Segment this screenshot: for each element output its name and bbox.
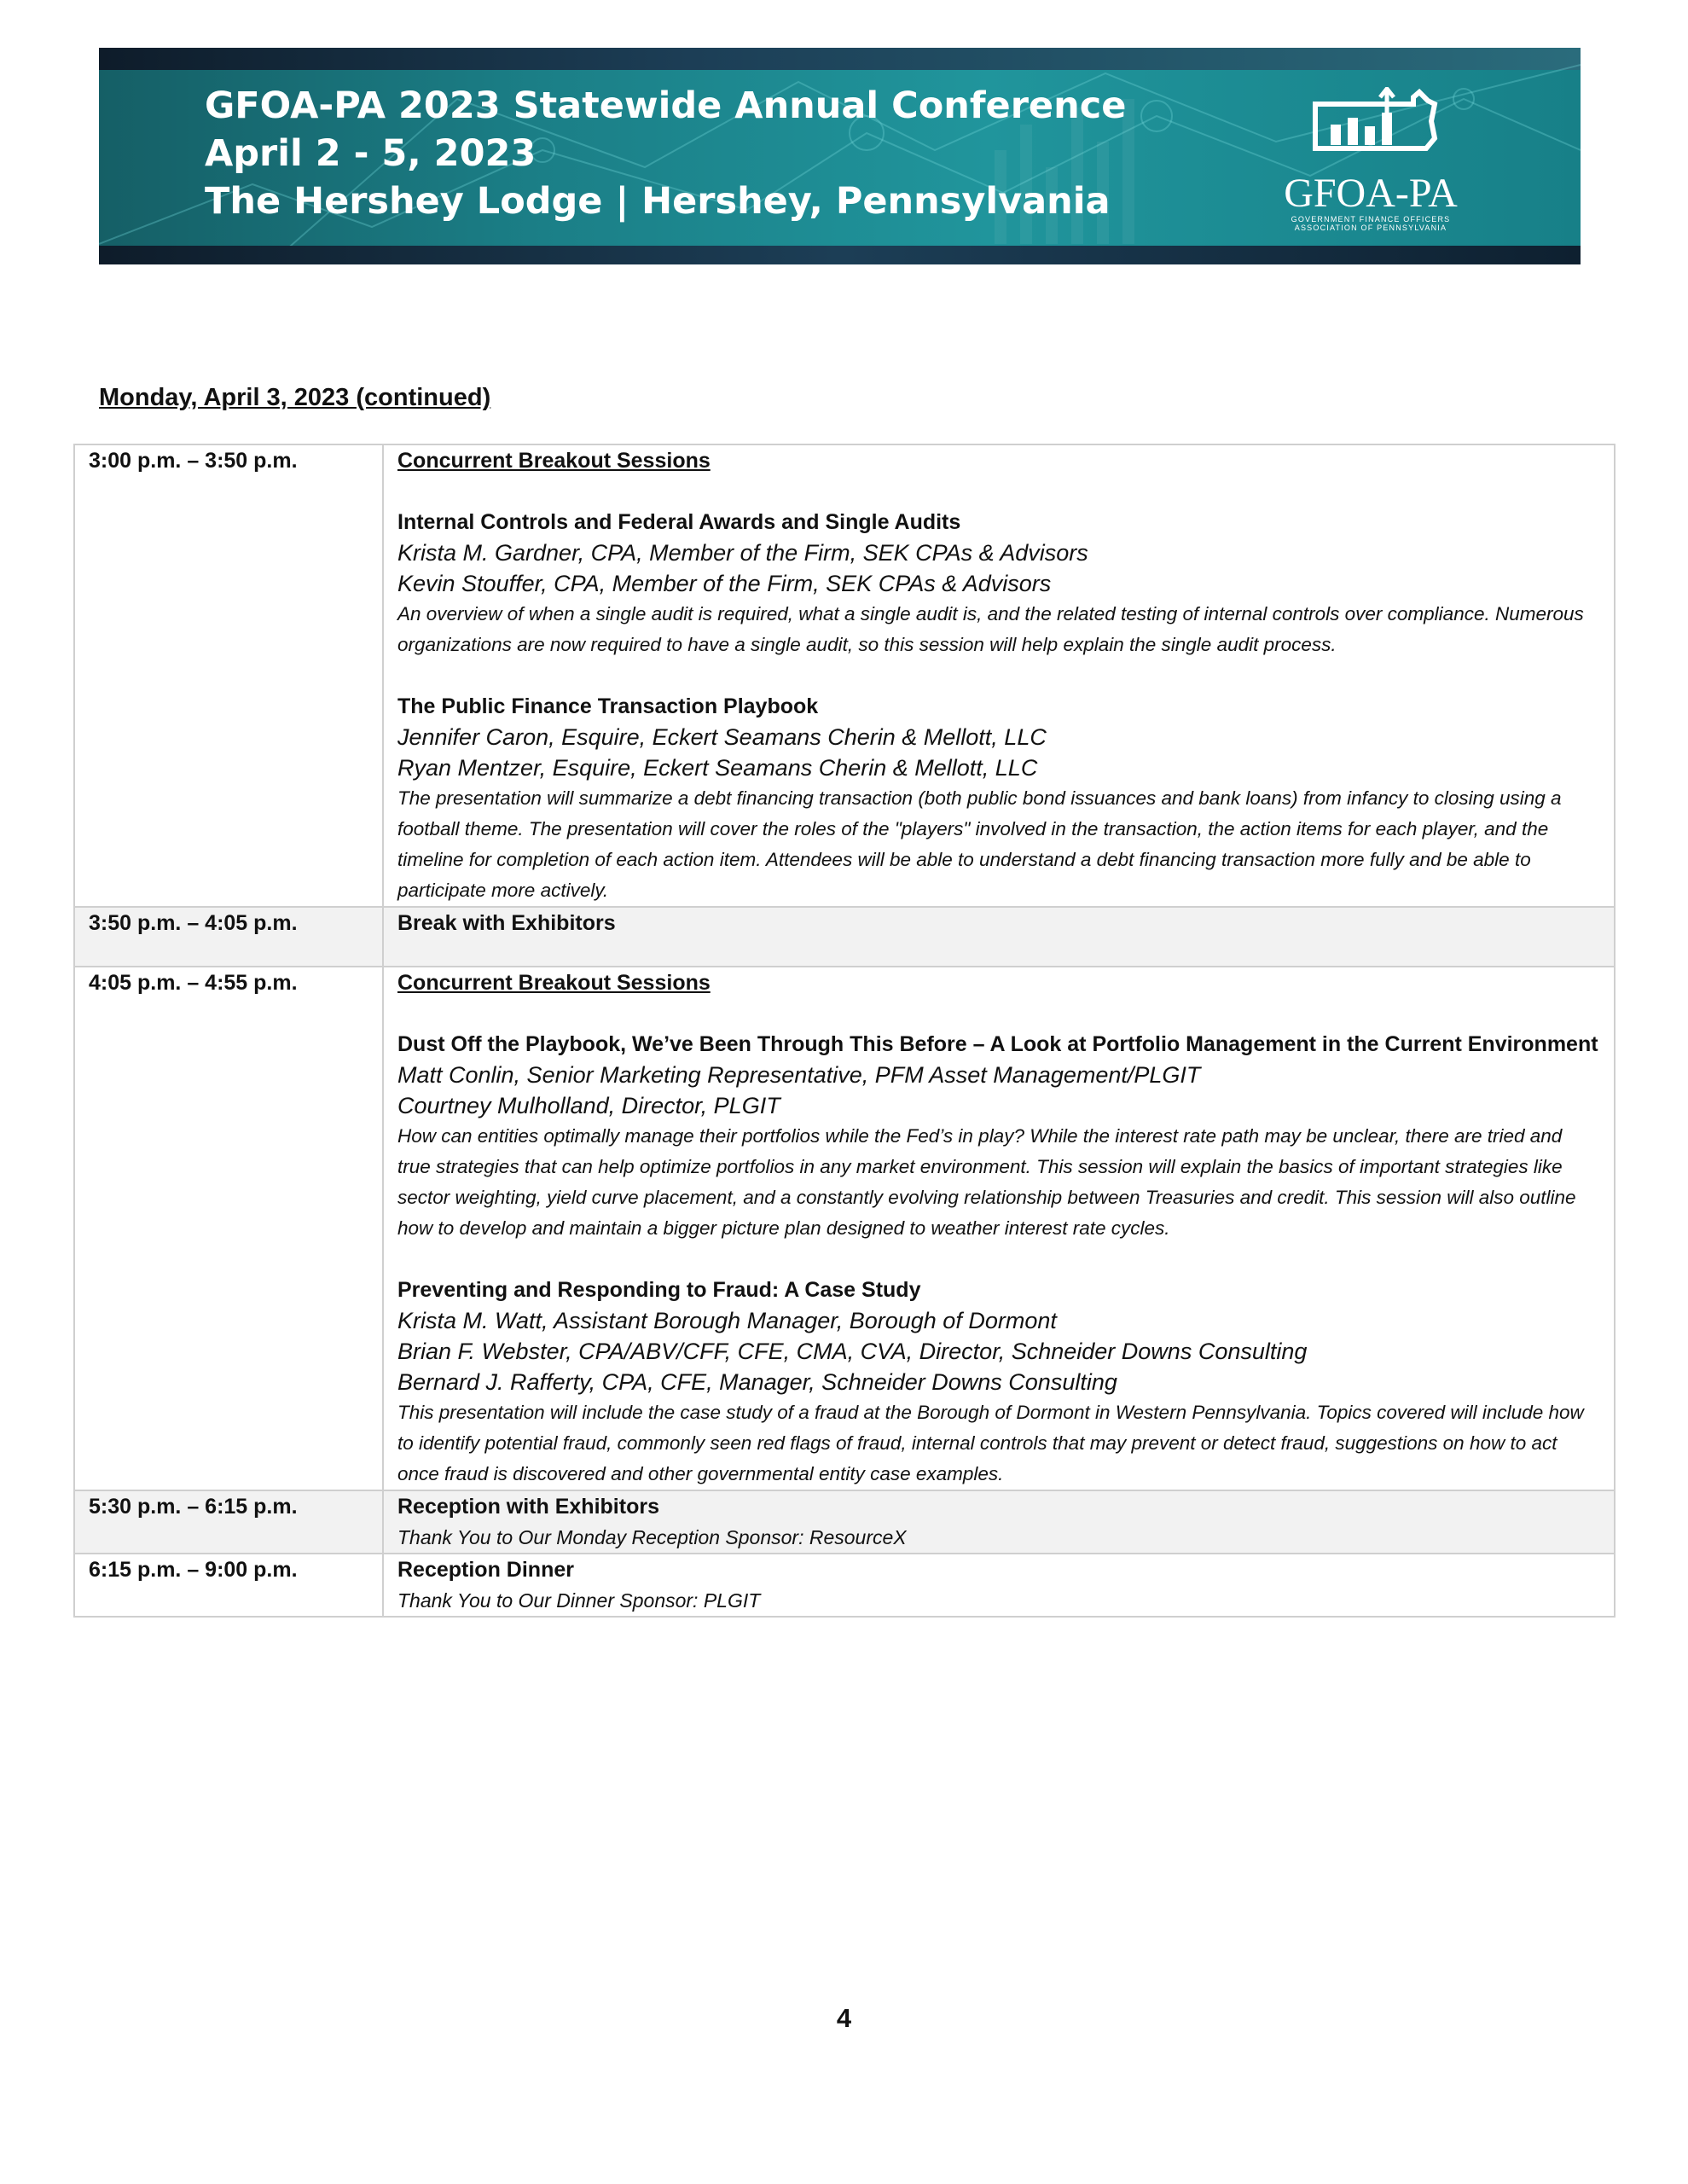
banner-title-line3: The Hershey Lodge | Hershey, Pennsylvania xyxy=(205,180,1111,223)
conference-banner xyxy=(99,48,1581,264)
session-description: An overview of when a single audit is required, what a single audit is, and the related testing of internal controls over compliance. Numerous organizations are now required to have a single audit, so this session will help explain the single audit process. xyxy=(397,603,1584,655)
session-description: How can entities optimally manage their portfolios while the Fed’s in play? While the interest rate path may be unclear, there are tried and true strategies that can help optimize portfolios in any market environment. This session will explain the basics of important strategies like sector weighting, yield curve placement, and a constantly evolving relationship between Treasuries and credit. This session will also outline how to develop and maintain a bigger picture plan designed to weather interest rate cycles. xyxy=(397,1125,1576,1239)
session-cell xyxy=(383,1490,1615,1554)
speaker: Ryan Mentzer, Esquire, Eckert Seamans Cherin & Mellott, LLC xyxy=(397,755,1038,781)
speaker: Bernard J. Rafferty, CPA, CFE, Manager, Schneider Downs Consulting xyxy=(397,1369,1117,1395)
pennsylvania-chart-icon xyxy=(1264,87,1477,172)
schedule-row xyxy=(74,444,1615,907)
sponsor-note: Thank You to Our Dinner Sponsor: PLGIT xyxy=(397,1589,761,1612)
session-title: The Public Finance Transaction Playbook xyxy=(397,694,819,718)
event-title: Reception with Exhibitors xyxy=(397,1495,659,1519)
banner-title xyxy=(205,82,1126,225)
speaker: Krista M. Gardner, CPA, Member of the Firm, SEK CPAs & Advisors xyxy=(397,540,1088,566)
time-cell: 5:30 p.m. – 6:15 p.m. xyxy=(74,1490,383,1554)
session-description: This presentation will include the case study of a fraud at the Borough of Dormont in Western Pennsylvania. Topics covered will include how to identify potential fraud, commonly seen red flags of fraud, internal controls that may prevent or detect fraud, suggestions on how to act once fraud is discovered and other governmental entity case examples. xyxy=(397,1402,1584,1484)
schedule-row xyxy=(74,907,1615,967)
session-title: Preventing and Responding to Fraud: A Case Study xyxy=(397,1278,921,1302)
schedule-table xyxy=(73,444,1615,1618)
speaker: Jennifer Caron, Esquire, Eckert Seamans Cherin & Mellott, LLC xyxy=(397,724,1047,750)
session-cell xyxy=(383,907,1615,967)
speaker: Kevin Stouffer, CPA, Member of the Firm, SEK CPAs & Advisors xyxy=(397,571,1052,596)
section-heading: Concurrent Breakout Sessions xyxy=(397,449,711,473)
logo-subtitle xyxy=(1264,215,1477,232)
speaker: Courtney Mulholland, Director, PLGIT xyxy=(397,1093,780,1118)
session-title: Internal Controls and Federal Awards and Single Audits xyxy=(397,510,961,534)
page-number: 4 xyxy=(836,2003,852,2033)
section-heading: Concurrent Breakout Sessions xyxy=(397,971,711,995)
speaker: Brian F. Webster, CPA/ABV/CFF, CFE, CMA, CVA, Director, Schneider Downs Consulting xyxy=(397,1339,1308,1364)
logo-wordmark: GFOA-PA xyxy=(1284,171,1458,216)
time-cell: 6:15 p.m. – 9:00 p.m. xyxy=(74,1554,383,1617)
event-title: Break with Exhibitors xyxy=(397,911,616,935)
schedule-row xyxy=(74,1554,1615,1617)
session-cell xyxy=(383,1554,1615,1617)
logo-subtitle-line1: GOVERNMENT FINANCE OFFICERS xyxy=(1291,215,1451,224)
day-heading: Monday, April 3, 2023 (continued) xyxy=(99,384,491,411)
gfoa-pa-logo xyxy=(1264,87,1477,232)
schedule-row xyxy=(74,1490,1615,1554)
banner-bottom-stripe xyxy=(99,246,1581,264)
event-title: Reception Dinner xyxy=(397,1558,574,1582)
time-cell: 4:05 p.m. – 4:55 p.m. xyxy=(74,967,383,1490)
logo-subtitle-line2: ASSOCIATION OF PENNSYLVANIA xyxy=(1294,224,1447,232)
schedule-row xyxy=(74,967,1615,1490)
session-cell xyxy=(383,444,1615,907)
session-description: The presentation will summarize a debt financing transaction (both public bond issuances and bank loans) from infancy to closing using a football theme. The presentation will cover the roles of the "players" involved in the transaction, the action items for each player, and the timeline for completion of each action item. Attendees will be able to understand a debt financing transaction more fully and be able to participate more actively. xyxy=(397,787,1562,901)
session-title: Dust Off the Playbook, We’ve Been Through This Before – A Look at Portfolio Management in the Current Environment xyxy=(397,1032,1598,1056)
time-cell: 3:50 p.m. – 4:05 p.m. xyxy=(74,907,383,967)
sponsor-note: Thank You to Our Monday Reception Sponsor: ResourceX xyxy=(397,1526,907,1548)
speaker: Matt Conlin, Senior Marketing Representative, PFM Asset Management/PLGIT xyxy=(397,1062,1201,1088)
banner-title-line2: April 2 - 5, 2023 xyxy=(205,132,537,175)
session-cell xyxy=(383,967,1615,1490)
speaker: Krista M. Watt, Assistant Borough Manager, Borough of Dormont xyxy=(397,1308,1057,1333)
time-cell: 3:00 p.m. – 3:50 p.m. xyxy=(74,444,383,907)
banner-title-line1: GFOA-PA 2023 Statewide Annual Conference xyxy=(205,84,1127,127)
